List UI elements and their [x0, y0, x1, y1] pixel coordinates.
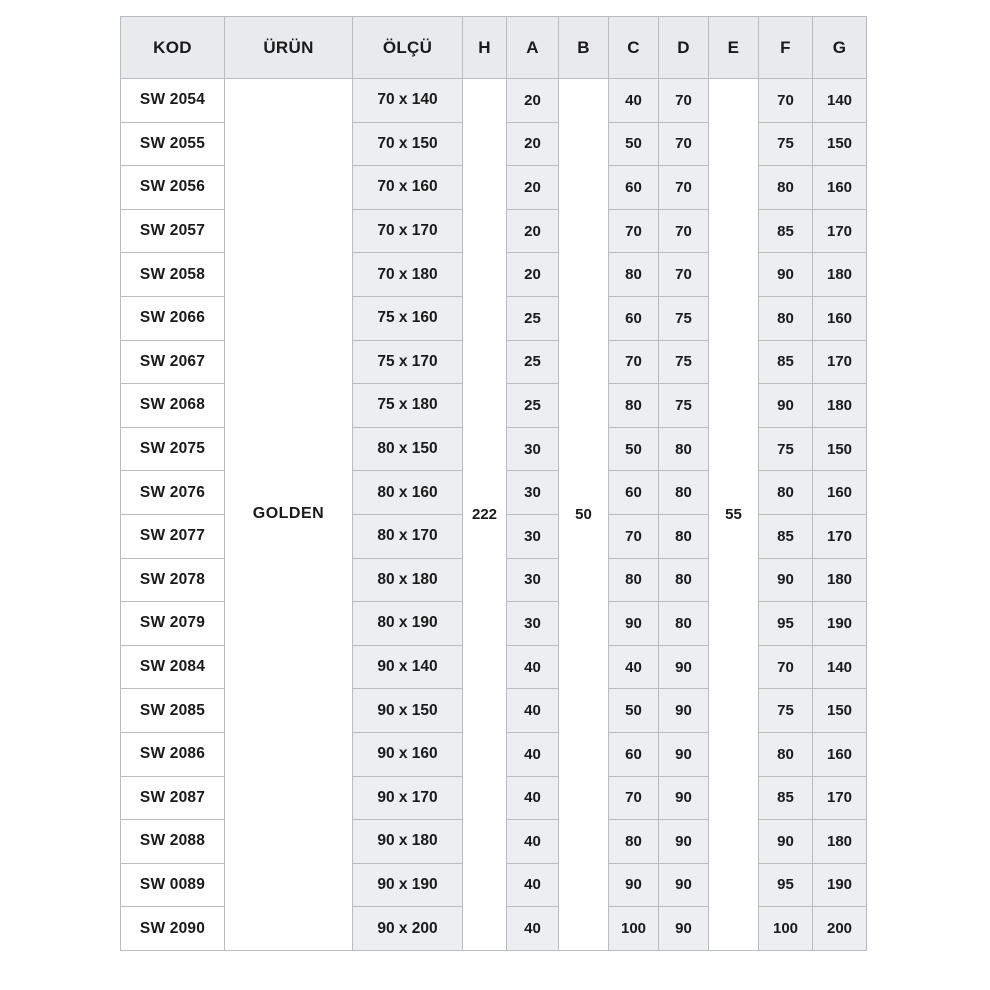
cell-b-merged: 50 [559, 79, 609, 951]
cell-d: 80 [659, 514, 709, 558]
cell-d: 70 [659, 209, 709, 253]
cell-f: 90 [759, 253, 813, 297]
cell-c: 100 [609, 907, 659, 951]
cell-kod: SW 2067 [121, 340, 225, 384]
cell-f: 80 [759, 471, 813, 515]
cell-a: 30 [507, 427, 559, 471]
cell-a: 40 [507, 645, 559, 689]
cell-a: 40 [507, 776, 559, 820]
cell-olcu: 70 x 170 [353, 209, 463, 253]
cell-c: 60 [609, 732, 659, 776]
cell-g: 160 [813, 296, 867, 340]
cell-d: 70 [659, 253, 709, 297]
cell-c: 80 [609, 820, 659, 864]
cell-a: 25 [507, 384, 559, 428]
cell-kod: SW 2084 [121, 645, 225, 689]
cell-olcu: 75 x 170 [353, 340, 463, 384]
cell-g: 190 [813, 863, 867, 907]
column-header-c: C [609, 17, 659, 79]
cell-d: 90 [659, 820, 709, 864]
cell-c: 60 [609, 166, 659, 210]
cell-g: 170 [813, 514, 867, 558]
cell-f: 80 [759, 296, 813, 340]
cell-g: 150 [813, 427, 867, 471]
cell-g: 180 [813, 253, 867, 297]
cell-olcu: 70 x 160 [353, 166, 463, 210]
cell-c: 50 [609, 122, 659, 166]
column-header-olcu: ÖLÇÜ [353, 17, 463, 79]
cell-c: 40 [609, 79, 659, 123]
cell-kod: SW 2087 [121, 776, 225, 820]
cell-olcu: 80 x 150 [353, 427, 463, 471]
cell-c: 70 [609, 514, 659, 558]
cell-kod: SW 2056 [121, 166, 225, 210]
cell-f: 95 [759, 602, 813, 646]
cell-g: 170 [813, 340, 867, 384]
cell-g: 200 [813, 907, 867, 951]
cell-f: 80 [759, 732, 813, 776]
column-header-e: E [709, 17, 759, 79]
cell-kod: SW 2088 [121, 820, 225, 864]
cell-a: 40 [507, 863, 559, 907]
cell-a: 20 [507, 166, 559, 210]
column-header-f: F [759, 17, 813, 79]
cell-c: 70 [609, 340, 659, 384]
cell-f: 75 [759, 122, 813, 166]
cell-a: 25 [507, 340, 559, 384]
column-header-d: D [659, 17, 709, 79]
cell-f: 85 [759, 209, 813, 253]
cell-kod: SW 2076 [121, 471, 225, 515]
cell-d: 70 [659, 122, 709, 166]
cell-kod: SW 2058 [121, 253, 225, 297]
cell-g: 160 [813, 471, 867, 515]
cell-a: 40 [507, 820, 559, 864]
cell-c: 60 [609, 296, 659, 340]
cell-a: 30 [507, 514, 559, 558]
cell-olcu: 90 x 140 [353, 645, 463, 689]
cell-olcu: 70 x 180 [353, 253, 463, 297]
table-row [121, 79, 867, 123]
cell-g: 180 [813, 820, 867, 864]
cell-kod: SW 2055 [121, 122, 225, 166]
cell-g: 170 [813, 776, 867, 820]
cell-e-merged: 55 [709, 79, 759, 951]
cell-c: 50 [609, 427, 659, 471]
cell-olcu: 90 x 160 [353, 732, 463, 776]
cell-d: 70 [659, 166, 709, 210]
cell-f: 90 [759, 384, 813, 428]
cell-c: 60 [609, 471, 659, 515]
cell-c: 40 [609, 645, 659, 689]
cell-h-merged: 222 [463, 79, 507, 951]
cell-f: 100 [759, 907, 813, 951]
cell-olcu: 90 x 190 [353, 863, 463, 907]
cell-g: 140 [813, 645, 867, 689]
cell-kod: SW 2090 [121, 907, 225, 951]
cell-f: 85 [759, 340, 813, 384]
cell-f: 85 [759, 776, 813, 820]
cell-a: 25 [507, 296, 559, 340]
cell-a: 40 [507, 907, 559, 951]
cell-c: 80 [609, 384, 659, 428]
cell-a: 30 [507, 602, 559, 646]
cell-d: 90 [659, 776, 709, 820]
cell-olcu: 90 x 200 [353, 907, 463, 951]
cell-g: 180 [813, 558, 867, 602]
cell-c: 70 [609, 776, 659, 820]
cell-d: 70 [659, 79, 709, 123]
cell-g: 160 [813, 732, 867, 776]
cell-olcu: 80 x 170 [353, 514, 463, 558]
cell-olcu: 90 x 180 [353, 820, 463, 864]
cell-f: 75 [759, 689, 813, 733]
cell-f: 90 [759, 820, 813, 864]
cell-a: 20 [507, 79, 559, 123]
cell-c: 80 [609, 253, 659, 297]
cell-a: 30 [507, 471, 559, 515]
cell-d: 75 [659, 296, 709, 340]
cell-olcu: 70 x 150 [353, 122, 463, 166]
cell-f: 75 [759, 427, 813, 471]
cell-c: 90 [609, 863, 659, 907]
product-spec-table [120, 16, 867, 951]
cell-g: 140 [813, 79, 867, 123]
cell-g: 150 [813, 122, 867, 166]
column-header-a: A [507, 17, 559, 79]
cell-olcu: 80 x 180 [353, 558, 463, 602]
cell-f: 80 [759, 166, 813, 210]
table-body [121, 79, 867, 951]
cell-d: 75 [659, 384, 709, 428]
cell-kod: SW 2068 [121, 384, 225, 428]
cell-d: 80 [659, 427, 709, 471]
cell-c: 80 [609, 558, 659, 602]
cell-kod: SW 2085 [121, 689, 225, 733]
cell-kod: SW 2078 [121, 558, 225, 602]
cell-kod: SW 0089 [121, 863, 225, 907]
cell-f: 70 [759, 79, 813, 123]
cell-urun-merged: GOLDEN [225, 79, 353, 951]
cell-d: 80 [659, 471, 709, 515]
cell-kod: SW 2057 [121, 209, 225, 253]
cell-g: 180 [813, 384, 867, 428]
cell-olcu: 75 x 160 [353, 296, 463, 340]
cell-kod: SW 2054 [121, 79, 225, 123]
header-row [121, 17, 867, 79]
cell-d: 75 [659, 340, 709, 384]
cell-g: 150 [813, 689, 867, 733]
cell-olcu: 90 x 170 [353, 776, 463, 820]
cell-d: 90 [659, 907, 709, 951]
cell-a: 20 [507, 209, 559, 253]
cell-g: 160 [813, 166, 867, 210]
cell-d: 90 [659, 689, 709, 733]
column-header-g: G [813, 17, 867, 79]
cell-a: 20 [507, 122, 559, 166]
cell-f: 85 [759, 514, 813, 558]
cell-a: 20 [507, 253, 559, 297]
cell-g: 190 [813, 602, 867, 646]
cell-olcu: 80 x 190 [353, 602, 463, 646]
cell-d: 90 [659, 732, 709, 776]
column-header-kod: KOD [121, 17, 225, 79]
cell-olcu: 70 x 140 [353, 79, 463, 123]
cell-kod: SW 2066 [121, 296, 225, 340]
cell-kod: SW 2077 [121, 514, 225, 558]
cell-c: 50 [609, 689, 659, 733]
cell-kod: SW 2075 [121, 427, 225, 471]
cell-kod: SW 2079 [121, 602, 225, 646]
cell-d: 90 [659, 863, 709, 907]
cell-f: 95 [759, 863, 813, 907]
cell-c: 90 [609, 602, 659, 646]
cell-olcu: 80 x 160 [353, 471, 463, 515]
column-header-h: H [463, 17, 507, 79]
cell-f: 90 [759, 558, 813, 602]
cell-a: 30 [507, 558, 559, 602]
cell-olcu: 75 x 180 [353, 384, 463, 428]
cell-c: 70 [609, 209, 659, 253]
cell-olcu: 90 x 150 [353, 689, 463, 733]
cell-d: 80 [659, 602, 709, 646]
column-header-urun: ÜRÜN [225, 17, 353, 79]
cell-a: 40 [507, 732, 559, 776]
cell-d: 90 [659, 645, 709, 689]
column-header-b: B [559, 17, 609, 79]
cell-d: 80 [659, 558, 709, 602]
cell-a: 40 [507, 689, 559, 733]
cell-f: 70 [759, 645, 813, 689]
table-header [121, 17, 867, 79]
cell-g: 170 [813, 209, 867, 253]
cell-kod: SW 2086 [121, 732, 225, 776]
